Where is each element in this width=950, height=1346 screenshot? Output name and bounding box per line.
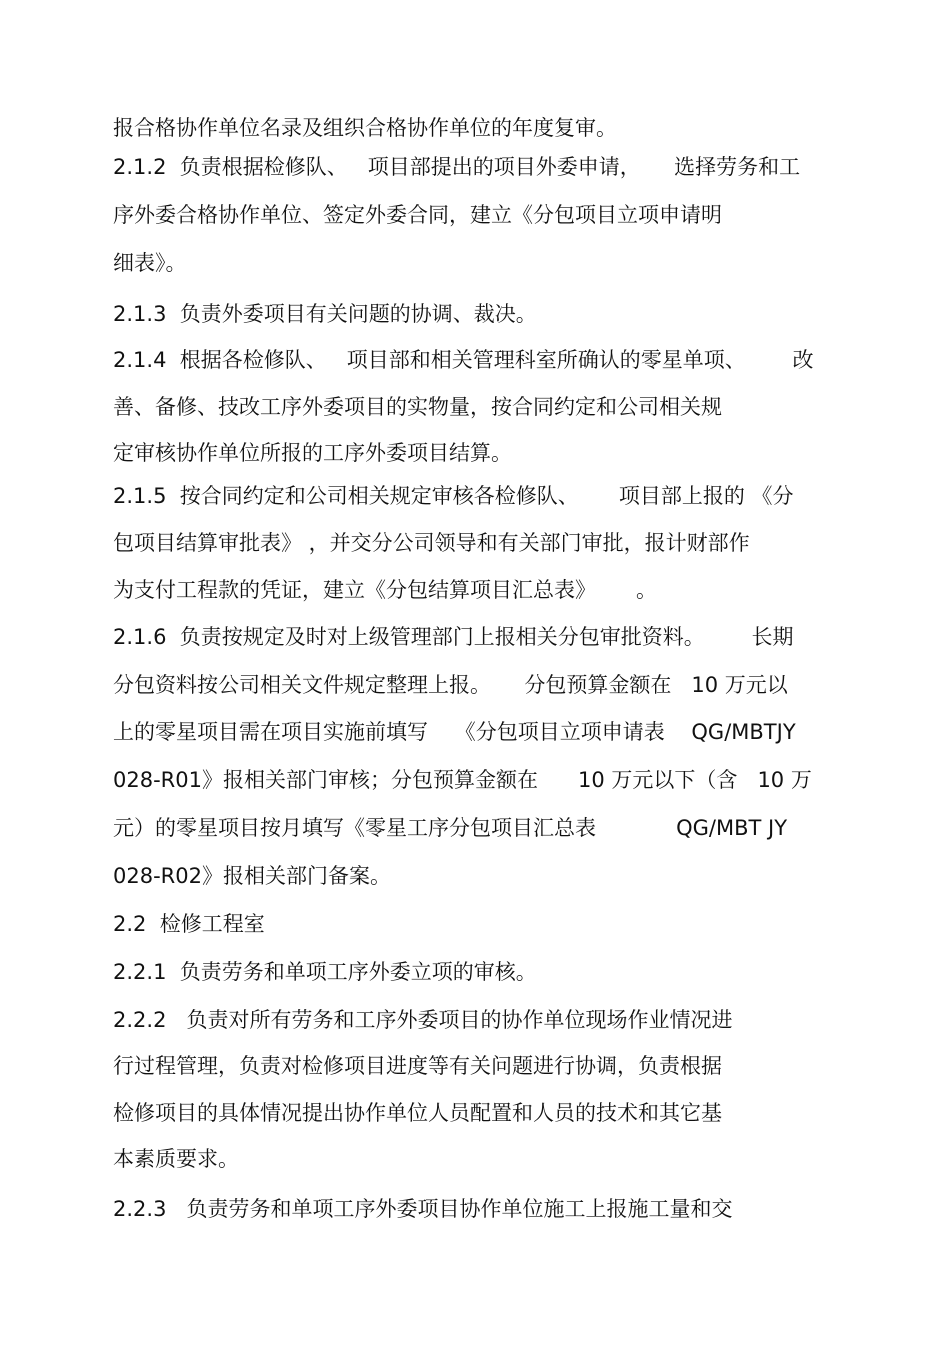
text-line: 善、备修、技改工序外委项目的实物量，按合同约定和公司相关规	[113, 395, 722, 419]
section-heading: 2.2 检修工程室	[113, 912, 265, 936]
text-line: 定审核协作单位所报的工序外委项目结算。	[113, 441, 512, 465]
text-line: 2.1.2 负责根据检修队、 项目部提出的项目外委申请， 选择劳务和工	[113, 155, 801, 179]
text-line: 2.2.1 负责劳务和单项工序外委立项的审核。	[113, 960, 537, 984]
text-line: 上的零星项目需在项目实施前填写 《分包项目立项申请表 QG/MBTJY	[113, 720, 796, 744]
text-line: 细表》。	[113, 251, 187, 275]
text-line: 序外委合格协作单位、签定外委合同，建立《分包项目立项申请明	[113, 203, 722, 227]
text-line: 为支付工程款的凭证，建立《分包结算项目汇总表》 。	[113, 578, 658, 602]
text-line: 2.2.3 负责劳务和单项工序外委项目协作单位施工上报施工量和交	[113, 1197, 733, 1221]
text-line: 2.2.2 负责对所有劳务和工序外委项目的协作单位现场作业情况进	[113, 1008, 733, 1032]
text-line: 028-R02》报相关部门备案。	[113, 864, 391, 888]
text-line: 分包资料按公司相关文件规定整理上报。 分包预算金额在 10 万元以	[113, 673, 788, 697]
text-line: 028-R01》报相关部门审核；分包预算金额在 10 万元以下（含 10 万	[113, 768, 812, 792]
text-line: 2.1.5 按合同约定和公司相关规定审核各检修队、 项目部上报的 《分	[113, 484, 794, 508]
text-line: 报合格协作单位名录及组织合格协作单位的年度复审。	[113, 116, 617, 140]
text-line: 包项目结算审批表》 ，并交分公司领导和有关部门审批，报计财部作	[113, 531, 750, 555]
text-line: 2.1.4 根据各检修队、 项目部和相关管理科室所确认的零星单项、 改	[113, 348, 814, 372]
text-line: 检修项目的具体情况提出协作单位人员配置和人员的技术和其它基	[113, 1101, 722, 1125]
text-line: 元）的零星项目按月填写《零星工序分包项目汇总表 QG/MBT JY	[113, 816, 788, 840]
text-line: 本素质要求。	[113, 1147, 239, 1171]
text-line: 2.1.6 负责按规定及时对上级管理部门上报相关分包审批资料。 长期	[113, 625, 794, 649]
text-line: 2.1.3 负责外委项目有关问题的协调、裁决。	[113, 302, 537, 326]
text-line: 行过程管理，负责对检修项目进度等有关问题进行协调，负责根据	[113, 1054, 722, 1078]
